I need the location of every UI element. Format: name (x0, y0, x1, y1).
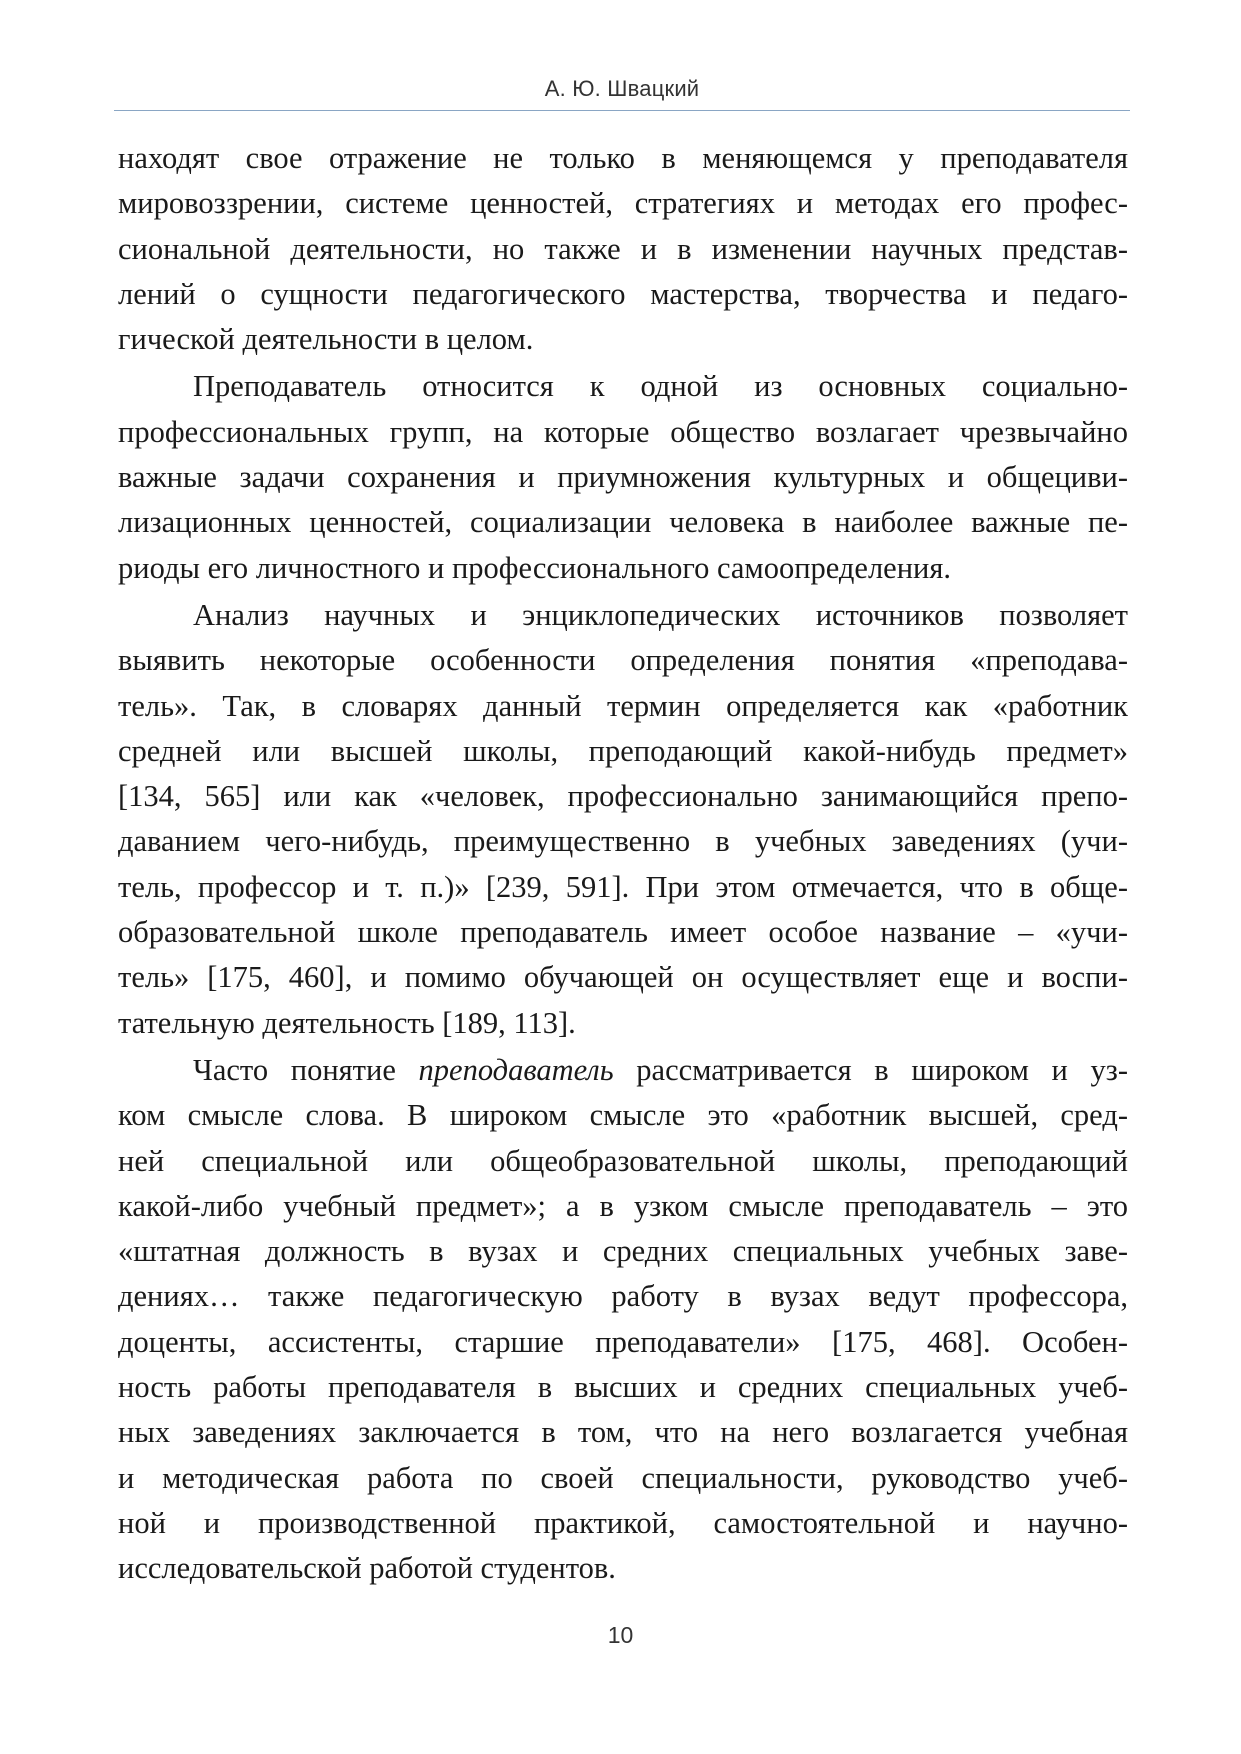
paragraph (118, 136, 1128, 362)
text-line: лизационных ценностей, социализации человека в наиболее важные пе- (118, 505, 1128, 540)
text-line: тель» [175, 460], и помимо обучающей он осуществляет еще и воспи- (118, 960, 1128, 995)
text-line-first (118, 1048, 1128, 1093)
text-line: находят свое отражение не только в меняющемся у преподавателя (118, 141, 1128, 175)
text-line: профессиональных групп, на которые общество возлагает чрезвычайно (118, 414, 1128, 449)
text-line: сиональной деятельности, но также и в изменении научных представ- (118, 231, 1128, 266)
text-run: Часто понятие (193, 1052, 419, 1087)
text-line: гической деятельности в целом. (118, 322, 534, 357)
text-line: образовательной школе преподаватель имеет особое название – «учи- (118, 915, 1128, 950)
text-line: «штатная должность в вузах и средних специальных учебных заве- (118, 1234, 1128, 1269)
text-line: Анализ научных и энциклопедических источников позволяет (193, 597, 1128, 632)
text-line: какой-либо учебный предмет»; а в узком смысле преподаватель – это (118, 1188, 1128, 1223)
text-line: тель, профессор и т. п.)» [239, 591]. При этом отмечается, что в обще- (118, 869, 1128, 904)
text-line: дениях… также педагогическую работу в вузах ведут профессора, (118, 1279, 1128, 1314)
body-text (118, 136, 1128, 1592)
text-line: мировоззрении, системе ценностей, стратегиях и методах его профес- (118, 186, 1128, 221)
text-line: лений о сущности педагогического мастерства, творчества и педаго- (118, 276, 1128, 311)
text-line: ком смысле слова. В широком смысле это «работник высшей, сред- (118, 1098, 1128, 1133)
text-line: Преподаватель относится к одной из основных социально- (193, 369, 1128, 404)
text-line: доценты, ассистенты, старшие преподаватели» [175, 468]. Особен- (118, 1324, 1128, 1359)
text-line: ной и производственной практикой, самостоятельной и научно- (118, 1505, 1128, 1540)
text-line: [134, 565] или как «человек, профессионально занимающийся препо- (118, 779, 1128, 814)
text-line: тель». Так, в словарях данный термин определяется как «работник (118, 688, 1128, 723)
paragraph (118, 593, 1128, 1046)
running-head-author: А. Ю. Швацкий (544, 76, 700, 101)
text-line: исследовательской работой студентов. (118, 1551, 616, 1586)
text-line: тательную деятельность [189, 113]. (118, 1005, 576, 1040)
text-line: важные задачи сохранения и приумножения культурных и общециви- (118, 460, 1128, 495)
text-line: ность работы преподавателя в высших и средних специальных учеб- (118, 1370, 1128, 1405)
text-line: даванием чего-нибудь, преимущественно в учебных заведениях (учи- (118, 824, 1128, 859)
text-line: выявить некоторые особенности определения понятия «преподава- (118, 643, 1128, 678)
text-run: рассматривается в широком и уз- (613, 1052, 1128, 1087)
text-line: средней или высшей школы, преподающий какой-нибудь предмет» (118, 733, 1128, 768)
page-number: 10 (607, 1622, 634, 1648)
italic-term: преподаватель (418, 1052, 614, 1087)
text-line: ней специальной или общеобразовательной школы, преподающий (118, 1143, 1128, 1178)
paragraph (118, 364, 1128, 590)
text-line: и методическая работа по своей специальности, руководство учеб- (118, 1460, 1128, 1495)
paragraph (118, 1048, 1128, 1592)
text-line: ных заведениях заключается в том, что на него возлагается учебная (118, 1415, 1128, 1450)
text-line: риоды его личностного и профессионального самоопределения. (118, 550, 952, 585)
header-rule (114, 110, 1130, 111)
